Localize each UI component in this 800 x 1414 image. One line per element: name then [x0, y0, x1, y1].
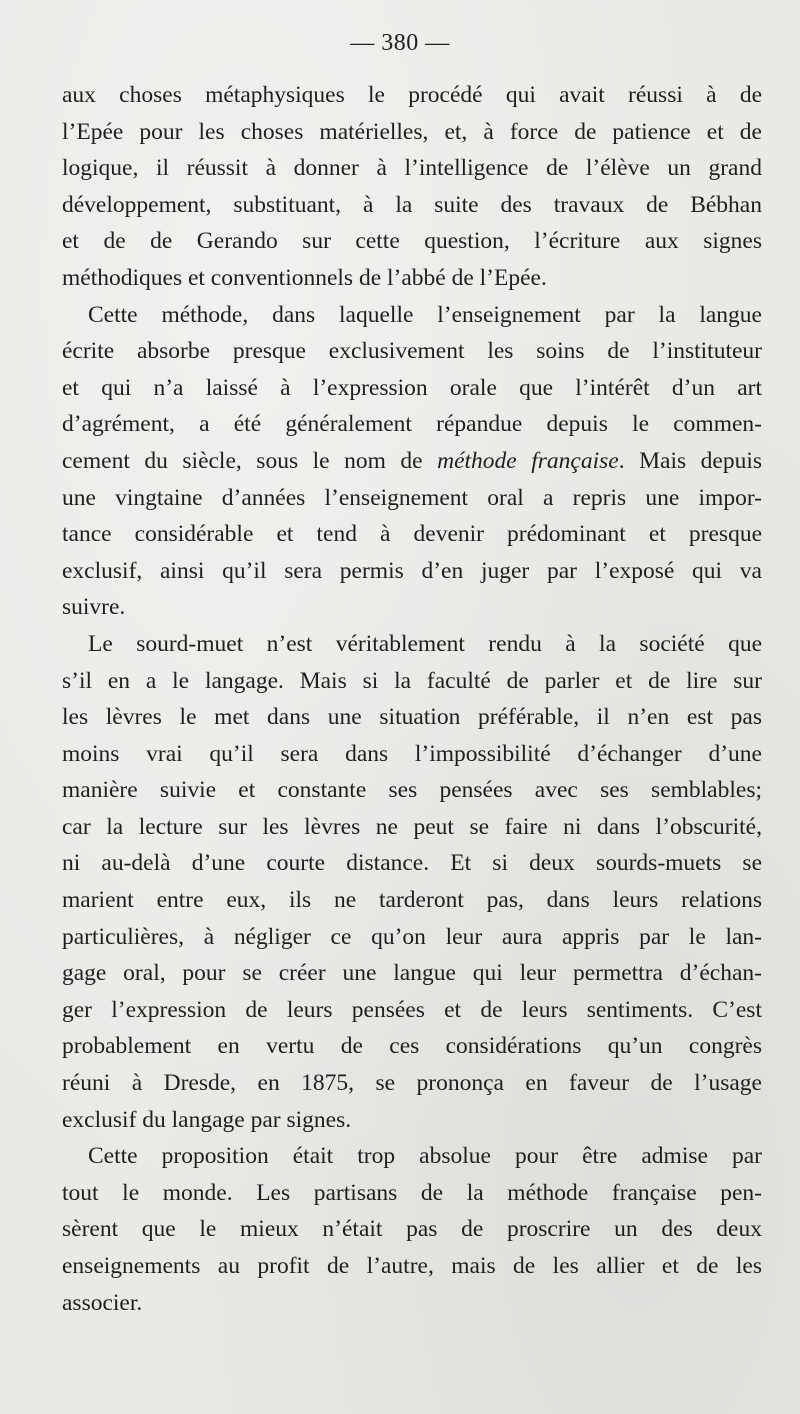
text-line: Cette méthode, dans laquelle l’enseignement par la langue: [88, 301, 762, 328]
text-line: les lèvres le met dans une situation préférable, il n’en est pas: [62, 704, 762, 731]
text-line: suivre.: [62, 594, 126, 621]
text-line: Le sourd-muet n’est véritablement rendu à la société que: [88, 630, 762, 657]
text-line: réuni à Dresde, en 1875, se prononça en faveur de l’usage: [62, 1070, 762, 1097]
text-run: cement du siècle, sous le nom de: [62, 447, 438, 474]
text-line: marient entre eux, ils ne tarderont pas, dans leurs relations: [62, 887, 762, 914]
text-line: associer.: [62, 1289, 143, 1316]
text-line: l’Epée pour les choses matérielles, et, à force de patience et de: [62, 118, 762, 145]
text-line: manière suivie et constante ses pensées avec ses semblables;: [62, 777, 762, 804]
text-line: tout le monde. Les partisans de la méthode française pen-: [62, 1179, 762, 1206]
body-text: [62, 77, 762, 1321]
text-line: enseignements au profit de l’autre, mais de les allier et de les: [62, 1253, 762, 1279]
text-line: ni au-delà d’une courte distance. Et si deux sourds-muets se: [62, 850, 762, 877]
text-line: [62, 443, 762, 480]
text-line: probablement en vertu de ces considérations qu’un congrès: [62, 1033, 762, 1060]
text-line: exclusif, ainsi qu’il sera permis d’en juger par l’exposé qui va: [62, 557, 762, 584]
page-number: — 380 —: [350, 30, 450, 56]
italic-term: méthode française: [437, 447, 619, 474]
text-line: gage oral, pour se créer une langue qui leur permettra d’échan-: [62, 960, 762, 987]
text-line: exclusif du langage par signes.: [62, 1106, 352, 1133]
text-line: aux choses métaphysiques le procédé qui avait réussi à de: [62, 82, 762, 108]
text-line: méthodiques et conventionnels de l’abbé de l’Epée.: [62, 264, 547, 291]
text-line: développement, substituant, à la suite des travaux de Bébhan: [62, 191, 762, 218]
text-line: s’il en a le langage. Mais si la faculté de parler et de lire sur: [62, 667, 762, 694]
text-line: Cette proposition était trop absolue pour être admise par: [88, 1143, 762, 1170]
text-run: . Mais depuis: [618, 447, 762, 474]
text-line: une vingtaine d’années l’enseignement oral a repris une impor-: [62, 484, 762, 511]
text-line: et de de Gerando sur cette question, l’écriture aux signes: [62, 228, 762, 255]
text-line: logique, il réussit à donner à l’intelligence de l’élève un grand: [62, 155, 762, 182]
text-line: sèrent que le mieux n’était pas de proscrire un des deux: [62, 1216, 762, 1243]
text-line: car la lecture sur les lèvres ne peut se faire ni dans l’obscurité,: [62, 813, 762, 840]
text-line: ger l’expression de leurs pensées et de leurs sentiments. C’est: [62, 996, 762, 1023]
text-line: moins vrai qu’il sera dans l’impossibilité d’échanger d’une: [62, 740, 762, 767]
text-line: d’agrément, a été généralement répandue depuis le commen-: [62, 411, 762, 438]
text-line: tance considérable et tend à devenir prédominant et presque: [62, 521, 762, 548]
text-line: particulières, à négliger ce qu’on leur aura appris par le lan-: [62, 923, 762, 950]
text-line: écrite absorbe presque exclusivement les soins de l’instituteur: [62, 338, 762, 365]
text-line: et qui n’a laissé à l’expression orale que l’intérêt d’un art: [62, 374, 762, 401]
